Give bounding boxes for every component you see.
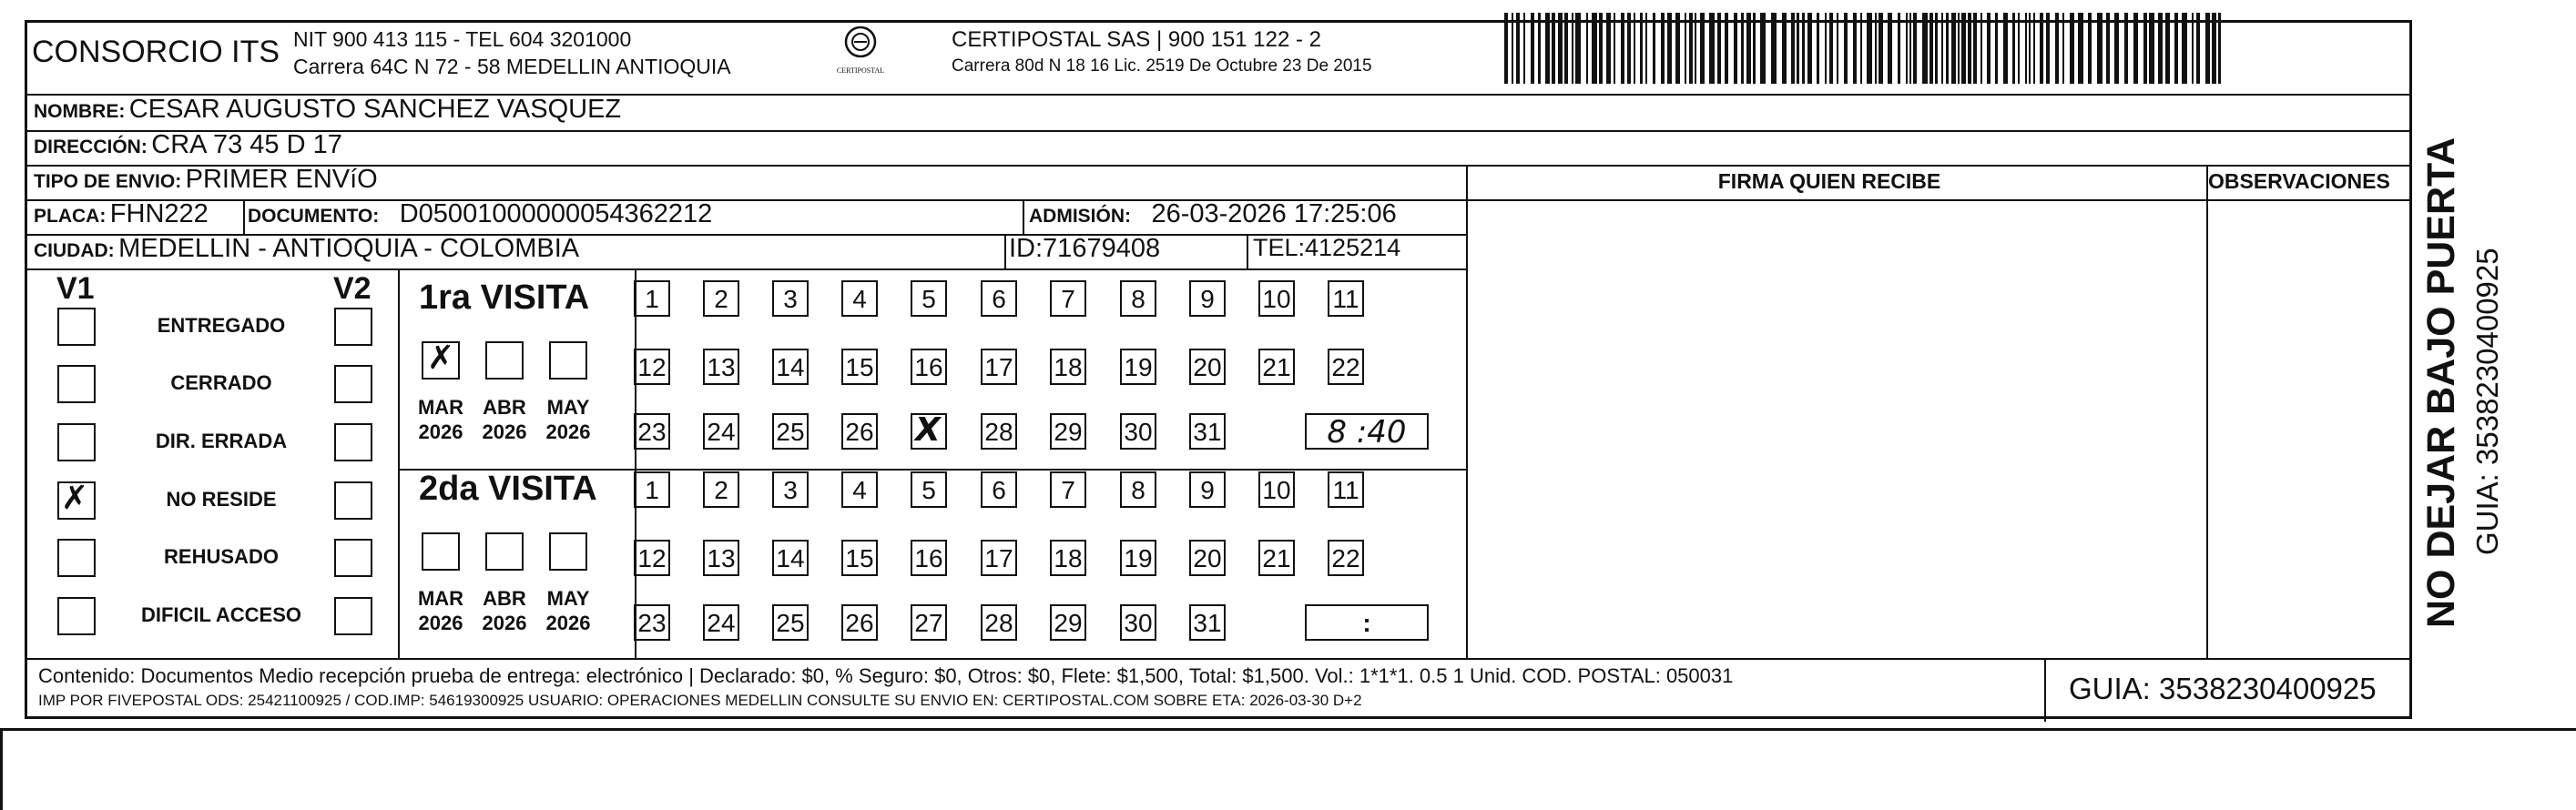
day-box[interactable]: 14 xyxy=(772,540,809,576)
v2-checkbox[interactable] xyxy=(334,481,372,520)
day-box[interactable]: 22 xyxy=(1328,540,1364,576)
side-notice-wrap xyxy=(2419,118,2538,628)
day-box[interactable]: 31 xyxy=(1189,413,1226,450)
month-label xyxy=(413,395,468,444)
plate-label: PLACA: xyxy=(34,206,107,227)
day-box[interactable]: 21 xyxy=(1258,349,1295,385)
month-label xyxy=(541,395,596,444)
v1-checkbox[interactable] xyxy=(57,597,96,635)
day-box[interactable]: 2 xyxy=(703,280,739,317)
month-checkbox[interactable] xyxy=(422,532,460,571)
day-box[interactable]: 14 xyxy=(772,349,809,385)
month-name: MAR xyxy=(417,396,464,419)
month-checkbox[interactable] xyxy=(549,341,587,380)
visit2-title: 2da VISITA xyxy=(419,470,597,508)
day-check-mark: X xyxy=(915,411,941,449)
day-box[interactable]: 10 xyxy=(1258,280,1295,317)
day-box[interactable]: 29 xyxy=(1050,413,1086,450)
no-dejar-bajo-puerta: NO DEJAR BAJO PUERTA xyxy=(2419,137,2463,628)
day-box[interactable]: 19 xyxy=(1120,349,1156,385)
content-line: Contenido: Documentos Medio recepción prueba de entrega: electrónico | Declarado: $0, % Seguro: $0, Otros: $0, Flete: $1,500, Total: $1,500. Vol.: 1*1*1. 0.5 1 Unid. COD. POSTAL: 050031 xyxy=(38,664,1734,687)
city-cell xyxy=(34,234,579,264)
day-box[interactable]: 15 xyxy=(841,349,878,385)
month-name: MAY xyxy=(546,396,590,419)
plate-value: FHN222 xyxy=(109,199,209,228)
v1-checkbox[interactable] xyxy=(57,308,96,346)
day-box[interactable]: 4 xyxy=(841,280,878,317)
shipment-type: PRIMER ENVíO xyxy=(185,165,378,194)
v2-checkbox[interactable] xyxy=(334,597,372,635)
day-box[interactable]: 25 xyxy=(772,604,809,641)
day-box[interactable]: 8 xyxy=(1120,280,1156,317)
type-row xyxy=(34,165,378,195)
footer-guia: GUIA: 3538230400925 xyxy=(2069,672,2377,705)
day-box[interactable]: 3 xyxy=(772,471,809,508)
v1-checkbox[interactable] xyxy=(57,365,96,403)
city-label: CIUDAD: xyxy=(34,240,115,261)
day-box[interactable]: 18 xyxy=(1050,349,1086,385)
day-box[interactable]: 4 xyxy=(841,471,878,508)
month-checkbox[interactable] xyxy=(485,341,524,380)
day-box[interactable]: 21 xyxy=(1258,540,1295,576)
company-name: CONSORCIO ITS xyxy=(32,35,280,69)
v1-checkbox[interactable] xyxy=(57,481,96,520)
day-box[interactable]: 28 xyxy=(981,604,1017,641)
status-option-label: DIR. ERRADA xyxy=(155,430,288,452)
admission-value: 26-03-2026 17:25:06 xyxy=(1151,199,1397,228)
day-box[interactable]: 9 xyxy=(1189,280,1226,317)
signature-header: FIRMA QUIEN RECIBE xyxy=(1717,169,1941,193)
day-box[interactable]: 18 xyxy=(1050,540,1086,576)
day-box[interactable]: 11 xyxy=(1328,471,1364,508)
side-guia: GUIA: 3538230400925 xyxy=(2470,248,2504,555)
day-box[interactable]: 15 xyxy=(841,540,878,576)
day-box[interactable] xyxy=(911,413,947,450)
v2-checkbox[interactable] xyxy=(334,308,372,346)
v2-checkbox[interactable] xyxy=(334,365,372,403)
v1-checkbox[interactable] xyxy=(57,539,96,577)
day-box[interactable]: 5 xyxy=(911,280,947,317)
tel-value: TEL:4125214 xyxy=(1253,234,1401,261)
company-nit: NIT 900 413 115 - TEL 604 3201000 xyxy=(293,27,632,51)
v2-header: V2 xyxy=(333,271,372,306)
day-box[interactable]: 30 xyxy=(1120,604,1156,641)
month-check-mark: ✗ xyxy=(427,339,455,377)
day-box[interactable]: 23 xyxy=(634,413,670,450)
status-option-label: REHUSADO xyxy=(164,545,279,568)
day-box[interactable]: 11 xyxy=(1328,280,1364,317)
month-year: 2026 xyxy=(482,420,527,443)
time-box[interactable]: : xyxy=(1305,604,1429,641)
plate-cell xyxy=(34,199,209,229)
month-year: 2026 xyxy=(545,420,591,443)
day-box[interactable]: 28 xyxy=(981,413,1017,450)
day-box[interactable]: 19 xyxy=(1120,540,1156,576)
day-box[interactable]: 9 xyxy=(1189,471,1226,508)
city-value: MEDELLIN - ANTIOQUIA - COLOMBIA xyxy=(118,234,580,263)
month-year: 2026 xyxy=(482,612,527,634)
document-value: D05001000000054362212 xyxy=(399,199,713,228)
month-label xyxy=(541,586,596,635)
cut-line xyxy=(0,728,2576,731)
observations-header: OBSERVACIONES xyxy=(2208,169,2390,193)
day-box[interactable]: 20 xyxy=(1189,349,1226,385)
day-box[interactable]: 6 xyxy=(981,471,1017,508)
day-box[interactable]: 13 xyxy=(703,349,739,385)
day-box[interactable]: 30 xyxy=(1120,413,1156,450)
day-box[interactable]: 24 xyxy=(703,413,739,450)
day-box[interactable]: 8 xyxy=(1120,471,1156,508)
month-label xyxy=(477,586,532,635)
day-box[interactable]: 12 xyxy=(634,349,670,385)
v2-checkbox[interactable] xyxy=(334,423,372,461)
day-box[interactable]: 26 xyxy=(841,413,878,450)
day-box[interactable]: 29 xyxy=(1050,604,1086,641)
status-option-label: NO RESIDE xyxy=(166,488,277,511)
status-option-label: ENTREGADO xyxy=(157,314,286,337)
cut-line-left xyxy=(0,728,3,810)
day-box[interactable]: 31 xyxy=(1189,604,1226,641)
day-box[interactable]: 25 xyxy=(772,413,809,450)
time-box[interactable]: 8 :40 xyxy=(1305,413,1429,450)
month-name: MAR xyxy=(417,587,464,610)
day-box[interactable]: 23 xyxy=(634,604,670,641)
day-box[interactable]: 1 xyxy=(634,280,670,317)
v1-checkbox[interactable] xyxy=(57,423,96,461)
month-name: ABR xyxy=(483,587,526,610)
day-box[interactable]: 16 xyxy=(911,540,947,576)
admission-cell xyxy=(1029,199,1397,229)
month-name: MAY xyxy=(546,587,590,610)
visit1-title: 1ra VISITA xyxy=(419,278,590,317)
name-label: NOMBRE: xyxy=(34,101,126,122)
month-label xyxy=(477,395,532,444)
id-value: ID:71679408 xyxy=(1009,234,1161,263)
day-box[interactable]: 12 xyxy=(634,540,670,576)
type-label: TIPO DE ENVIO: xyxy=(34,171,182,192)
month-checkbox[interactable] xyxy=(485,532,524,571)
day-box[interactable]: 24 xyxy=(703,604,739,641)
v2-checkbox[interactable] xyxy=(334,539,372,577)
company-address: Carrera 64C N 72 - 58 MEDELLIN ANTIOQUIA xyxy=(293,55,731,78)
day-box[interactable]: 26 xyxy=(841,604,878,641)
day-box[interactable]: 17 xyxy=(981,349,1017,385)
day-box[interactable]: 20 xyxy=(1189,540,1226,576)
month-year: 2026 xyxy=(418,420,463,443)
v1-check-mark: ✗ xyxy=(61,480,89,517)
day-box[interactable]: 5 xyxy=(911,471,947,508)
day-box[interactable]: 22 xyxy=(1328,349,1364,385)
status-option-label: CERRADO xyxy=(170,371,272,394)
day-box[interactable]: 13 xyxy=(703,540,739,576)
day-box[interactable]: 10 xyxy=(1258,471,1295,508)
day-box[interactable]: 1 xyxy=(634,471,670,508)
document-cell xyxy=(248,199,712,229)
carrier-address: Carrera 80d N 18 16 Lic. 2519 De Octubre 23 De 2015 xyxy=(952,56,1372,76)
v1-header: V1 xyxy=(56,271,95,306)
address-label: DIRECCIÓN: xyxy=(34,137,148,157)
recipient-name: CESAR AUGUSTO SANCHEZ VASQUEZ xyxy=(128,95,622,124)
day-box[interactable]: 3 xyxy=(772,280,809,317)
month-name: ABR xyxy=(483,396,526,419)
logo-text: CERTIPOSTAL xyxy=(836,66,885,75)
status-option-label: DIFICIL ACCESO xyxy=(140,603,301,626)
imp-line: IMP POR FIVEPOSTAL ODS: 25421100925 / COD.IMP: 54619300925 USUARIO: OPERACIONES MEDELLIN CONSULTE SU ENVIO EN: CERTIPOSTAL.COM SOBRE ETA: 2026-03-30 D+2 xyxy=(38,692,1362,709)
day-box[interactable]: 17 xyxy=(981,540,1017,576)
month-checkbox[interactable] xyxy=(422,341,460,380)
name-row xyxy=(34,95,621,125)
day-box[interactable]: 6 xyxy=(981,280,1017,317)
address-row xyxy=(34,130,342,160)
carrier-line: CERTIPOSTAL SAS | 900 151 122 - 2 xyxy=(952,27,1321,52)
month-label xyxy=(413,586,468,635)
day-box[interactable]: 2 xyxy=(703,471,739,508)
day-box[interactable]: 7 xyxy=(1050,471,1086,508)
recipient-address: CRA 73 45 D 17 xyxy=(151,130,342,159)
month-year: 2026 xyxy=(545,612,591,634)
month-year: 2026 xyxy=(418,612,463,634)
day-box[interactable]: 16 xyxy=(911,349,947,385)
day-box[interactable]: 27 xyxy=(911,604,947,641)
month-checkbox[interactable] xyxy=(549,532,587,571)
admission-label: ADMISIÓN: xyxy=(1029,206,1131,227)
document-label: DOCUMENTO: xyxy=(248,206,380,227)
day-box[interactable]: 7 xyxy=(1050,280,1086,317)
